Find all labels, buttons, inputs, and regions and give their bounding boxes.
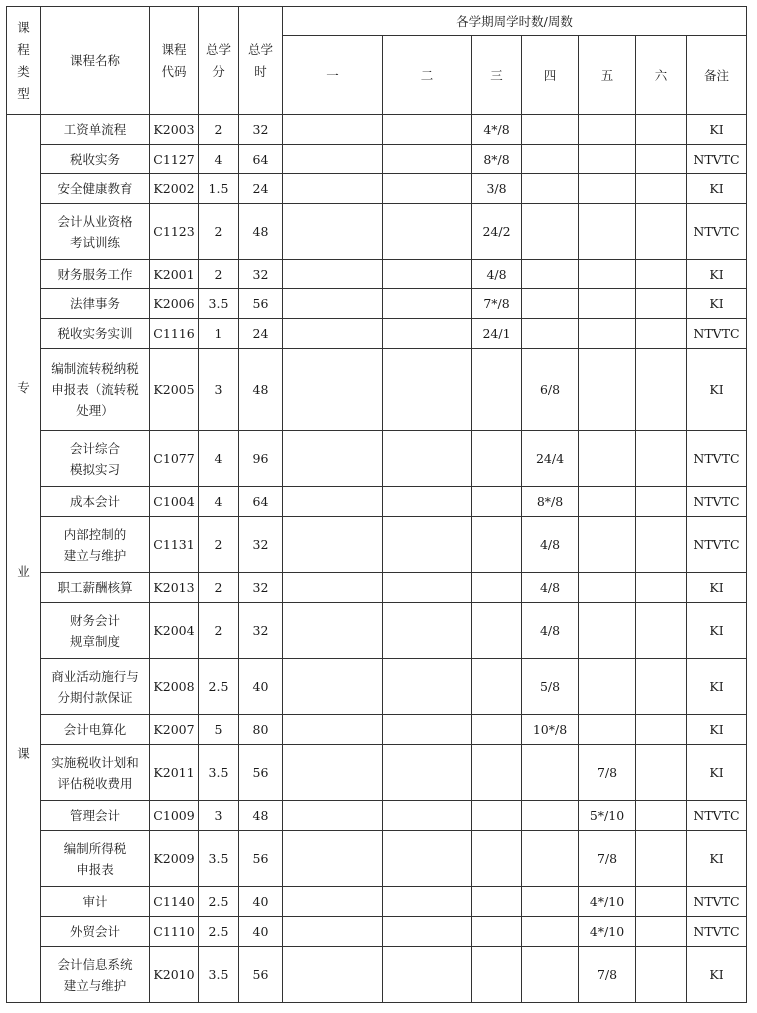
semester-5-cell	[579, 145, 636, 174]
hours-cell: 48	[239, 204, 283, 260]
semester-4-cell	[522, 260, 579, 289]
semester-5-cell: 4*/10	[579, 917, 636, 947]
course-code-cell: K2010	[150, 947, 199, 1003]
remarks-cell: KI	[687, 174, 747, 204]
semester-4-cell: 4/8	[522, 517, 579, 573]
credits-cell: 2.5	[199, 659, 239, 715]
semester-1-cell	[283, 603, 383, 659]
hours-cell: 24	[239, 319, 283, 349]
semester-3-cell	[472, 349, 522, 431]
semester-6-cell	[636, 260, 687, 289]
semester-1-header: 一	[283, 36, 383, 115]
credits-cell: 4	[199, 431, 239, 487]
table-row	[7, 517, 747, 573]
course-name-cell: 法律事务	[41, 289, 150, 319]
semester-2-cell	[383, 917, 472, 947]
table-row	[7, 260, 747, 289]
hours-cell: 32	[239, 573, 283, 603]
remarks-cell: NTVTC	[687, 431, 747, 487]
semester-5-cell	[579, 659, 636, 715]
semester-2-cell	[383, 947, 472, 1003]
semester-6-cell	[636, 204, 687, 260]
credits-cell: 3	[199, 349, 239, 431]
semester-2-cell	[383, 349, 472, 431]
semester-3-cell	[472, 517, 522, 573]
semester-3-cell: 24/2	[472, 204, 522, 260]
remarks-cell: NTVTC	[687, 517, 747, 573]
hours-cell: 48	[239, 801, 283, 831]
semester-6-cell	[636, 349, 687, 431]
semester-4-cell	[522, 947, 579, 1003]
remarks-cell: KI	[687, 289, 747, 319]
semester-6-cell	[636, 289, 687, 319]
semester-5-cell: 7/8	[579, 831, 636, 887]
remarks-cell: KI	[687, 715, 747, 745]
curriculum-table	[6, 6, 747, 1003]
semester-2-cell	[383, 487, 472, 517]
semester-group-header: 各学期周学时数/周数	[283, 7, 747, 36]
hours-cell: 80	[239, 715, 283, 745]
remarks-cell: NTVTC	[687, 917, 747, 947]
semester-3-cell	[472, 947, 522, 1003]
course-name-header: 课程名称	[41, 7, 150, 115]
semester-1-cell	[283, 431, 383, 487]
course-code-cell: C1004	[150, 487, 199, 517]
semester-1-cell	[283, 517, 383, 573]
remarks-header: 备注	[687, 36, 747, 115]
semester-4-cell: 4/8	[522, 603, 579, 659]
semester-3-cell	[472, 487, 522, 517]
semester-2-cell	[383, 603, 472, 659]
semester-2-cell	[383, 573, 472, 603]
hours-cell: 40	[239, 887, 283, 917]
semester-2-cell	[383, 745, 472, 801]
semester-1-cell	[283, 917, 383, 947]
semester-1-cell	[283, 174, 383, 204]
credits-cell: 4	[199, 145, 239, 174]
course-code-cell: C1131	[150, 517, 199, 573]
semester-4-cell: 5/8	[522, 659, 579, 715]
course-code-cell: K2009	[150, 831, 199, 887]
semester-6-cell	[636, 319, 687, 349]
course-code-cell: K2013	[150, 573, 199, 603]
semester-1-cell	[283, 349, 383, 431]
hours-cell: 32	[239, 260, 283, 289]
semester-5-cell	[579, 603, 636, 659]
semester-5-cell	[579, 573, 636, 603]
semester-1-cell	[283, 573, 383, 603]
remarks-cell: KI	[687, 260, 747, 289]
table-row	[7, 831, 747, 887]
semester-6-cell	[636, 517, 687, 573]
semester-3-cell: 8*/8	[472, 145, 522, 174]
credits-cell: 2	[199, 517, 239, 573]
course-type-char: 专	[17, 380, 30, 395]
course-type-header: 课 程 类 型	[7, 7, 41, 115]
course-name-cell: 财务会计 规章制度	[41, 603, 150, 659]
course-name-cell: 工资单流程	[41, 115, 150, 145]
semester-2-cell	[383, 517, 472, 573]
hours-cell: 32	[239, 115, 283, 145]
table-row	[7, 603, 747, 659]
course-name-cell: 安全健康教育	[41, 174, 150, 204]
table-row	[7, 801, 747, 831]
course-name-cell: 财务服务工作	[41, 260, 150, 289]
table-row	[7, 917, 747, 947]
semester-2-cell	[383, 831, 472, 887]
table-row	[7, 319, 747, 349]
course-type-cell	[7, 115, 41, 1003]
course-code-cell: C1110	[150, 917, 199, 947]
course-rows	[7, 115, 747, 1003]
semester-4-header: 四	[522, 36, 579, 115]
total-hours-header: 总学 时	[239, 7, 283, 115]
course-code-header: 课程 代码	[150, 7, 199, 115]
course-code-cell: C1116	[150, 319, 199, 349]
semester-1-cell	[283, 801, 383, 831]
remarks-cell: NTVTC	[687, 145, 747, 174]
course-code-cell: C1009	[150, 801, 199, 831]
semester-4-cell	[522, 145, 579, 174]
course-name-cell: 实施税收计划和 评估税收费用	[41, 745, 150, 801]
course-name-cell: 税收实务	[41, 145, 150, 174]
semester-1-cell	[283, 887, 383, 917]
semester-5-cell	[579, 289, 636, 319]
hours-cell: 56	[239, 947, 283, 1003]
semester-4-cell	[522, 801, 579, 831]
semester-3-cell	[472, 745, 522, 801]
course-name-cell: 会计从业资格 考试训练	[41, 204, 150, 260]
table-row	[7, 289, 747, 319]
course-name-cell: 会计信息系统 建立与维护	[41, 947, 150, 1003]
remarks-cell: NTVTC	[687, 487, 747, 517]
remarks-cell: KI	[687, 947, 747, 1003]
semester-1-cell	[283, 260, 383, 289]
remarks-cell: NTVTC	[687, 319, 747, 349]
semester-5-header: 五	[579, 36, 636, 115]
semester-4-cell: 4/8	[522, 573, 579, 603]
semester-6-cell	[636, 917, 687, 947]
remarks-cell: NTVTC	[687, 887, 747, 917]
table-row	[7, 947, 747, 1003]
semester-1-cell	[283, 947, 383, 1003]
hours-cell: 64	[239, 145, 283, 174]
credits-cell: 3.5	[199, 947, 239, 1003]
semester-5-cell	[579, 715, 636, 745]
table-row	[7, 659, 747, 715]
table-row	[7, 487, 747, 517]
table-row	[7, 145, 747, 174]
semester-6-cell	[636, 603, 687, 659]
table-row	[7, 174, 747, 204]
remarks-cell: NTVTC	[687, 204, 747, 260]
table-row	[7, 887, 747, 917]
semester-4-cell	[522, 319, 579, 349]
hours-cell: 40	[239, 917, 283, 947]
course-name-cell: 管理会计	[41, 801, 150, 831]
total-credits-header: 总学 分	[199, 7, 239, 115]
credits-cell: 5	[199, 715, 239, 745]
course-code-cell: K2008	[150, 659, 199, 715]
course-name-cell: 会计综合 模拟实习	[41, 431, 150, 487]
semester-6-cell	[636, 715, 687, 745]
semester-6-cell	[636, 431, 687, 487]
semester-6-header: 六	[636, 36, 687, 115]
semester-3-cell: 4/8	[472, 260, 522, 289]
semester-2-cell	[383, 801, 472, 831]
semester-6-cell	[636, 115, 687, 145]
semester-3-cell	[472, 431, 522, 487]
credits-cell: 1	[199, 319, 239, 349]
course-code-cell: K2001	[150, 260, 199, 289]
course-name-cell: 外贸会计	[41, 917, 150, 947]
course-name-cell: 职工薪酬核算	[41, 573, 150, 603]
semester-5-cell: 5*/10	[579, 801, 636, 831]
course-name-cell: 商业活动施行与 分期付款保证	[41, 659, 150, 715]
semester-3-cell	[472, 659, 522, 715]
semester-3-cell	[472, 801, 522, 831]
semester-4-cell	[522, 887, 579, 917]
table-row	[7, 115, 747, 145]
semester-5-cell	[579, 487, 636, 517]
credits-cell: 3	[199, 801, 239, 831]
hours-cell: 32	[239, 603, 283, 659]
semester-1-cell	[283, 659, 383, 715]
semester-2-cell	[383, 204, 472, 260]
semester-4-cell	[522, 917, 579, 947]
remarks-cell: KI	[687, 831, 747, 887]
semester-1-cell	[283, 745, 383, 801]
course-name-cell: 会计电算化	[41, 715, 150, 745]
credits-cell: 4	[199, 487, 239, 517]
semester-2-cell	[383, 115, 472, 145]
table-row	[7, 745, 747, 801]
table-row	[7, 715, 747, 745]
hours-cell: 24	[239, 174, 283, 204]
semester-2-cell	[383, 260, 472, 289]
semester-4-cell: 6/8	[522, 349, 579, 431]
course-code-cell: C1127	[150, 145, 199, 174]
semester-3-cell	[472, 917, 522, 947]
semester-2-cell	[383, 145, 472, 174]
hours-cell: 96	[239, 431, 283, 487]
course-code-cell: K2007	[150, 715, 199, 745]
credits-cell: 2	[199, 603, 239, 659]
hours-cell: 40	[239, 659, 283, 715]
course-code-cell: C1140	[150, 887, 199, 917]
semester-5-cell	[579, 115, 636, 145]
credits-cell: 2	[199, 260, 239, 289]
credits-cell: 3.5	[199, 745, 239, 801]
course-name-cell: 成本会计	[41, 487, 150, 517]
semester-1-cell	[283, 487, 383, 517]
semester-6-cell	[636, 801, 687, 831]
remarks-cell: KI	[687, 745, 747, 801]
course-name-cell: 内部控制的 建立与维护	[41, 517, 150, 573]
semester-4-cell: 24/4	[522, 431, 579, 487]
semester-4-cell: 10*/8	[522, 715, 579, 745]
course-code-cell: C1123	[150, 204, 199, 260]
semester-4-cell	[522, 115, 579, 145]
course-code-cell: C1077	[150, 431, 199, 487]
semester-3-cell	[472, 887, 522, 917]
course-type-char: 课	[17, 746, 30, 761]
semester-1-cell	[283, 115, 383, 145]
credits-cell: 2	[199, 573, 239, 603]
credits-cell: 2.5	[199, 887, 239, 917]
semester-4-cell: 8*/8	[522, 487, 579, 517]
table-row	[7, 204, 747, 260]
semester-2-header: 二	[383, 36, 472, 115]
semester-1-cell	[283, 319, 383, 349]
semester-5-cell: 4*/10	[579, 887, 636, 917]
course-name-cell: 税收实务实训	[41, 319, 150, 349]
semester-5-cell	[579, 204, 636, 260]
semester-1-cell	[283, 145, 383, 174]
semester-5-cell	[579, 431, 636, 487]
semester-5-cell: 7/8	[579, 947, 636, 1003]
semester-1-cell	[283, 204, 383, 260]
remarks-cell: KI	[687, 349, 747, 431]
hours-cell: 56	[239, 745, 283, 801]
semester-3-cell	[472, 603, 522, 659]
credits-cell: 1.5	[199, 174, 239, 204]
table-row	[7, 431, 747, 487]
semester-2-cell	[383, 715, 472, 745]
remarks-cell: KI	[687, 603, 747, 659]
semester-4-cell	[522, 745, 579, 801]
hours-cell: 56	[239, 289, 283, 319]
semester-3-cell: 24/1	[472, 319, 522, 349]
semester-3-cell	[472, 831, 522, 887]
semester-4-cell	[522, 204, 579, 260]
semester-6-cell	[636, 487, 687, 517]
semester-2-cell	[383, 174, 472, 204]
semester-6-cell	[636, 831, 687, 887]
credits-cell: 2.5	[199, 917, 239, 947]
semester-6-cell	[636, 174, 687, 204]
hours-cell: 56	[239, 831, 283, 887]
semester-3-cell	[472, 573, 522, 603]
remarks-cell: NTVTC	[687, 801, 747, 831]
semester-5-cell	[579, 349, 636, 431]
course-type-char: 业	[17, 564, 30, 579]
course-code-cell: K2004	[150, 603, 199, 659]
semester-3-cell	[472, 715, 522, 745]
credits-cell: 3.5	[199, 289, 239, 319]
semester-2-cell	[383, 319, 472, 349]
semester-1-cell	[283, 289, 383, 319]
course-code-cell: K2005	[150, 349, 199, 431]
credits-cell: 2	[199, 115, 239, 145]
course-code-cell: K2006	[150, 289, 199, 319]
credits-cell: 3.5	[199, 831, 239, 887]
course-code-cell: K2002	[150, 174, 199, 204]
semester-2-cell	[383, 289, 472, 319]
semester-1-cell	[283, 831, 383, 887]
table-row	[7, 573, 747, 603]
semester-5-cell	[579, 174, 636, 204]
hours-cell: 64	[239, 487, 283, 517]
credits-cell: 2	[199, 204, 239, 260]
semester-3-header: 三	[472, 36, 522, 115]
semester-6-cell	[636, 887, 687, 917]
semester-6-cell	[636, 947, 687, 1003]
semester-6-cell	[636, 745, 687, 801]
semester-2-cell	[383, 659, 472, 715]
semester-6-cell	[636, 659, 687, 715]
remarks-cell: KI	[687, 115, 747, 145]
semester-1-cell	[283, 715, 383, 745]
remarks-cell: KI	[687, 659, 747, 715]
remarks-cell: KI	[687, 573, 747, 603]
table-row	[7, 349, 747, 431]
semester-5-cell	[579, 319, 636, 349]
semester-4-cell	[522, 831, 579, 887]
hours-cell: 48	[239, 349, 283, 431]
semester-2-cell	[383, 431, 472, 487]
semester-3-cell: 3/8	[472, 174, 522, 204]
semester-6-cell	[636, 573, 687, 603]
semester-5-cell: 7/8	[579, 745, 636, 801]
semester-3-cell: 7*/8	[472, 289, 522, 319]
semester-5-cell	[579, 517, 636, 573]
semester-6-cell	[636, 145, 687, 174]
course-name-cell: 审计	[41, 887, 150, 917]
semester-5-cell	[579, 260, 636, 289]
course-name-cell: 编制流转税纳税 申报表（流转税 处理）	[41, 349, 150, 431]
semester-2-cell	[383, 887, 472, 917]
course-name-cell: 编制所得税 申报表	[41, 831, 150, 887]
semester-4-cell	[522, 174, 579, 204]
hours-cell: 32	[239, 517, 283, 573]
course-code-cell: K2011	[150, 745, 199, 801]
semester-3-cell: 4*/8	[472, 115, 522, 145]
course-code-cell: K2003	[150, 115, 199, 145]
semester-4-cell	[522, 289, 579, 319]
